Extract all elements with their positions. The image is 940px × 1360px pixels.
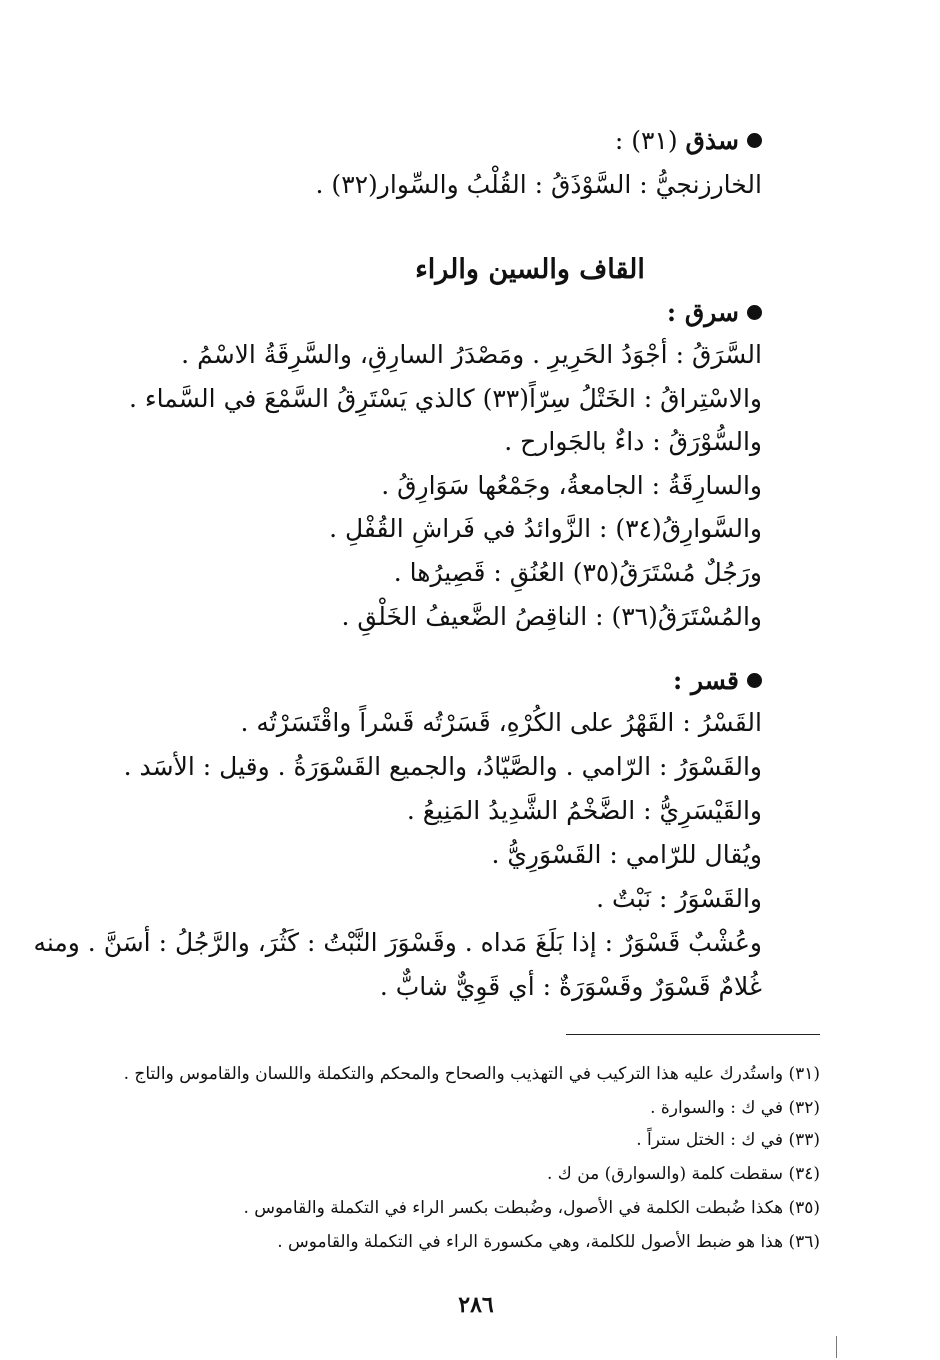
footnote: (٣٣) في ك : الختل ستراً . [636, 1130, 820, 1150]
entry-line: الخارزنجيُّ : السَّوْذَقُ : القُلْبُ والسِّوار(٣٢) . [315, 170, 762, 199]
entry-line: والسُّوْرَقُ : داءٌ بالجَوارح . [504, 427, 762, 456]
margin-line [836, 1336, 837, 1358]
entry-line: غُلامٌ قَسْوَرٌ وقَسْوَرَةٌ : أي قَوِيٌّ شابٌّ . [379, 972, 762, 1001]
entry-line: والسارِقَةُ : الجامعةُ، وجَمْعُها سَوَارِقُ . [381, 471, 762, 500]
entry-line: والمُسْتَرَقُ(٣٦) : الناقِصُ الضَّعيفُ الخَلْقِ . [341, 602, 762, 631]
entry-line: والقَيْسَرِيُّ : الضَّخْمُ الشَّدِيدُ المَنِيعُ . [406, 796, 762, 825]
entry-line: والقَسْوَرُ : نَبْتٌ . [596, 884, 762, 913]
entry-line: ويُقال للرّامي : القَسْوَرِيُّ . [491, 840, 762, 869]
footnote-divider [566, 1034, 820, 1035]
entry-line: وعُشْبٌ قَسْوَرٌ : إذا بَلَغَ مَداه . وقَسْوَرَ النَّبْتُ : كَثُرَ، والرَّجُلُ : أسَنَّ . ومنه [33, 928, 762, 957]
entry-heading-qsr: قسر : [673, 664, 762, 698]
entry-line: القَسْرُ : القَهْرُ على الكُرْهِ، قَسَرْتُه قَسْراً واقْتَسَرْتُه . [240, 708, 762, 737]
section-title: القاف والسين والراء [415, 254, 645, 285]
entry-line: السَّرَقُ : أجْوَدُ الحَرِيرِ . ومَصْدَرُ السارِقِ، والسَّرِقَةُ الاسْمُ . [181, 340, 762, 369]
footnote: (٣١) واستُدرك عليه هذا التركيب في التهذيب والصحاح والمحكم والتكملة واللسان والقاموس والتاج . [123, 1064, 820, 1084]
bullet-icon [747, 673, 762, 688]
entry-heading-srq: سرق : [667, 296, 762, 330]
page-number: ٢٨٦ [458, 1292, 494, 1318]
footnote: (٣٤) سقطت كلمة (والسوارق) من ك . [546, 1164, 820, 1184]
entry-line: والقَسْوَرُ : الرّامي . والصَّيّادُ، والجميع القَسْوَرَةُ . وقيل : الأسَد . [123, 752, 762, 781]
bullet-icon [747, 305, 762, 320]
footnote: (٣٢) في ك : والسوارة . [650, 1098, 820, 1118]
footnote: (٣٥) هكذا ضُبطت الكلمة في الأصول، وضُبطت بكسر الراء في التكملة والقاموس . [243, 1198, 820, 1218]
entry-line: والسَّوارِقُ(٣٤) : الزَّوائدُ في فَراشِ القُفْلِ . [329, 514, 762, 543]
entry-line: والاسْتِراقُ : الخَتْلُ سِرّاً(٣٣) كالذي يَسْتَرِقُ السَّمْعَ في السَّماء . [129, 384, 762, 413]
footnote: (٣٦) هذا هو ضبط الأصول للكلمة، وهي مكسورة الراء في التكملة والقاموس . [277, 1232, 820, 1252]
entry-line: ورَجُلٌ مُسْتَرَقُ(٣٥) العُنُقِ : قَصِيرُها . [393, 558, 762, 587]
bullet-icon [747, 133, 762, 148]
entry-heading-sdq: سذق (٣١) : [615, 124, 762, 158]
